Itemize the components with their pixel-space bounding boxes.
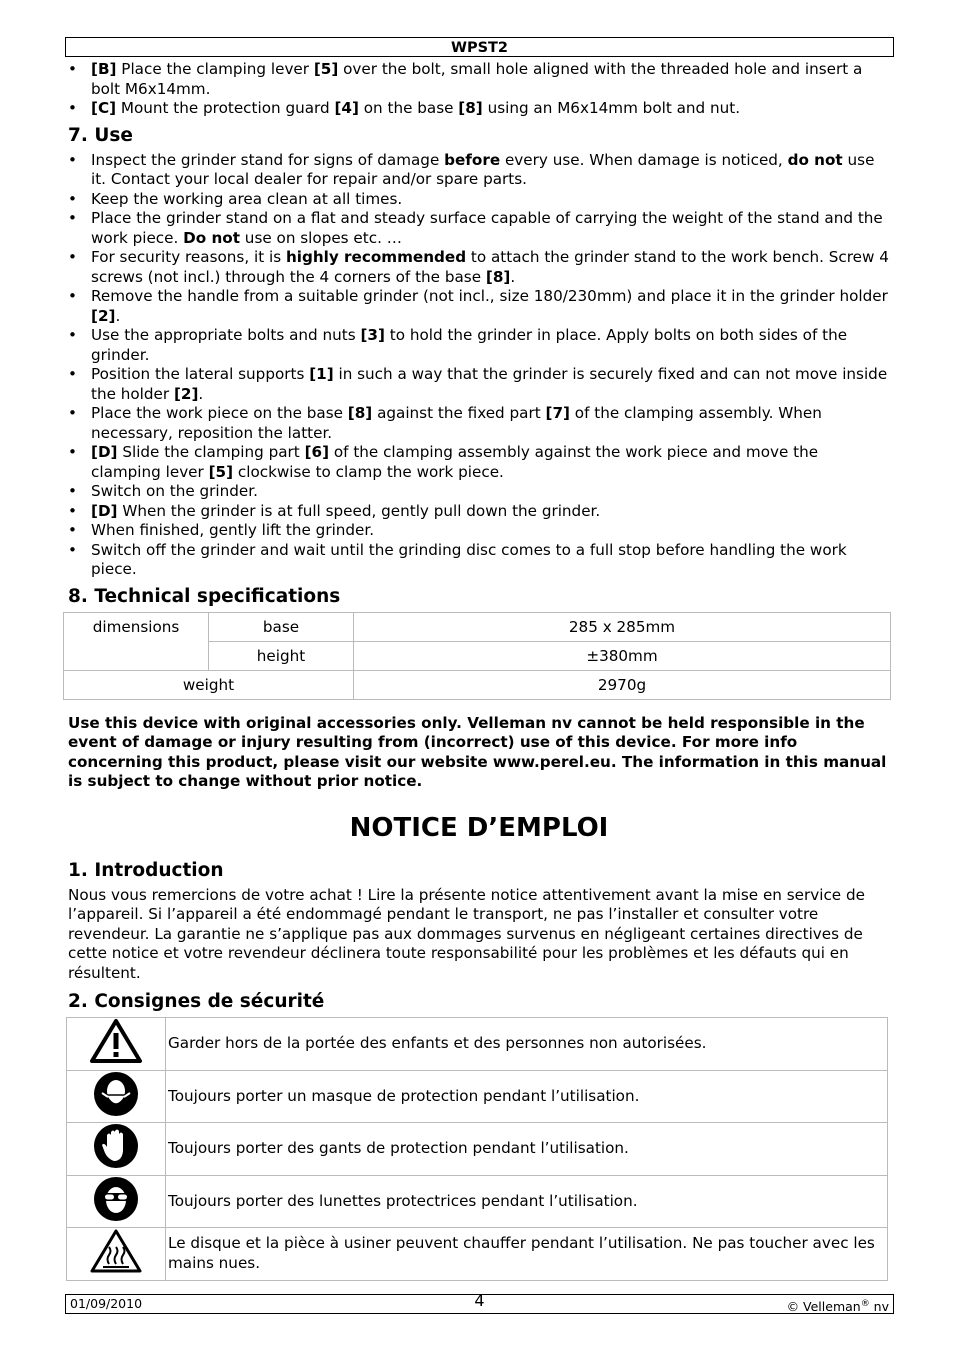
height-value: ±380mm <box>354 641 891 670</box>
list-item: • Place the grinder stand on a flat and steady surface capable of carrying the weight of the stand and the work piece. Do not use on slopes etc. … <box>68 209 890 248</box>
table-row <box>67 1018 888 1071</box>
list-item: • Inspect the grinder stand for signs of damage before every use. When damage is noticed, do not use it. Contact your local dealer for repair and/or spare parts. <box>68 151 890 190</box>
list-item: • When finished, gently lift the grinder. <box>68 521 890 541</box>
gloves-icon <box>67 1123 166 1176</box>
copyright-suffix: nv <box>869 1299 889 1315</box>
list-item: • [D] Slide the clamping part [6] of the clamping assembly against the work piece and move the clamping lever [5] clockwise to clamp the work piece. <box>68 443 890 482</box>
table-row <box>64 670 891 699</box>
list-item: • [C] Mount the protection guard [4] on the base [8] using an M6x14mm bolt and nut. <box>68 99 890 119</box>
table-row <box>64 612 891 641</box>
list-item: • Remove the handle from a suitable grinder (not incl., size 180/230mm) and place it in the grinder holder [2]. <box>68 287 890 326</box>
section-heading-use: 7. Use <box>68 124 133 146</box>
table-row <box>67 1123 888 1176</box>
list-item: • Switch off the grinder and wait until the grinding disc comes to a full stop before handling the work piece. <box>68 541 890 580</box>
section-heading-specs: 8. Technical specifications <box>68 585 341 607</box>
safety-text: Le disque et la pièce à usiner peuvent chauffer pendant l’utilisation. Ne pas toucher avec les mains nues. <box>166 1228 888 1281</box>
base-value: 285 x 285mm <box>354 612 891 641</box>
list-item: • Use the appropriate bolts and nuts [3] to hold the grinder in place. Apply bolts on both sides of the grinder. <box>68 326 890 365</box>
dimensions-label: dimensions <box>64 612 209 670</box>
weight-value: 2970g <box>354 670 891 699</box>
weight-label: weight <box>64 670 354 699</box>
list-item: • Switch on the grinder. <box>68 482 890 502</box>
list-item: • [D] When the grinder is at full speed, gently pull down the grinder. <box>68 502 890 522</box>
warning-triangle-icon <box>67 1018 166 1071</box>
footer-date: 01/09/2010 <box>70 1296 143 1311</box>
table-row <box>67 1228 888 1281</box>
use-instructions-list <box>68 151 890 580</box>
safety-text: Garder hors de la portée des enfants et des personnes non autorisées. <box>166 1018 888 1071</box>
list-item: • Position the lateral supports [1] in such a way that the grinder is securely fixed and can not move inside the holder [2]. <box>68 365 890 404</box>
introduction-text: Nous vous remercions de votre achat ! Lire la présente notice attentivement avant la mise en service de l’appareil. Si l’appareil a été endommagé pendant le transport, ne pas l’installer et consulter votre revendeur. La garantie ne s’applique pas aux dommages survenus en négligeant certaines directives de cette notice et votre revendeur déclinera toute responsabilité pour les problèmes et les défauts qui en résultent. <box>68 885 865 982</box>
page-number: 4 <box>474 1291 485 1310</box>
specifications-table <box>63 612 891 700</box>
list-item: • [B] Place the clamping lever [5] over the bolt, small hole aligned with the threaded hole and insert a bolt M6x14mm. <box>68 60 890 99</box>
safety-text: Toujours porter un masque de protection pendant l’utilisation. <box>166 1070 888 1123</box>
table-row <box>67 1175 888 1228</box>
notice-title: NOTICE D’EMPLOI <box>349 812 609 843</box>
mask-icon <box>67 1070 166 1123</box>
section-heading-introduction: 1. Introduction <box>68 859 224 881</box>
safety-text: Toujours porter des lunettes protectrices pendant l’utilisation. <box>166 1175 888 1228</box>
hot-surface-icon <box>67 1228 166 1281</box>
disclaimer-text: Use this device with original accessories only. Velleman nv cannot be held responsible in the event of damage or injury resulting from (incorrect) use of this device. For more info concerning this product, please visit our website www.perel.eu. The information in this manual is subject to change without prior notice. <box>68 713 887 790</box>
goggles-icon <box>67 1175 166 1228</box>
list-item: • Place the work piece on the base [8] against the fixed part [7] of the clamping assembly. When necessary, reposition the latter. <box>68 404 890 443</box>
section-heading-safety: 2. Consignes de sécurité <box>68 991 325 1012</box>
table-row <box>67 1070 888 1123</box>
page-content <box>68 60 890 1281</box>
safety-table <box>66 1017 888 1281</box>
registered-mark: ® <box>860 1299 870 1309</box>
footer-copyright <box>787 1295 889 1316</box>
safety-text: Toujours porter des gants de protection pendant l’utilisation. <box>166 1123 888 1176</box>
height-label: height <box>209 641 354 670</box>
assembly-steps-list <box>68 60 890 119</box>
base-label: base <box>209 612 354 641</box>
copyright-text: © Velleman <box>786 1299 861 1315</box>
list-item: • Keep the working area clean at all times. <box>68 190 890 210</box>
document-footer <box>65 1291 894 1315</box>
document-header: WPST2 <box>65 37 894 57</box>
list-item: • For security reasons, it is highly recommended to attach the grinder stand to the work bench. Screw 4 screws (not incl.) through the 4 corners of the base [8]. <box>68 248 890 287</box>
